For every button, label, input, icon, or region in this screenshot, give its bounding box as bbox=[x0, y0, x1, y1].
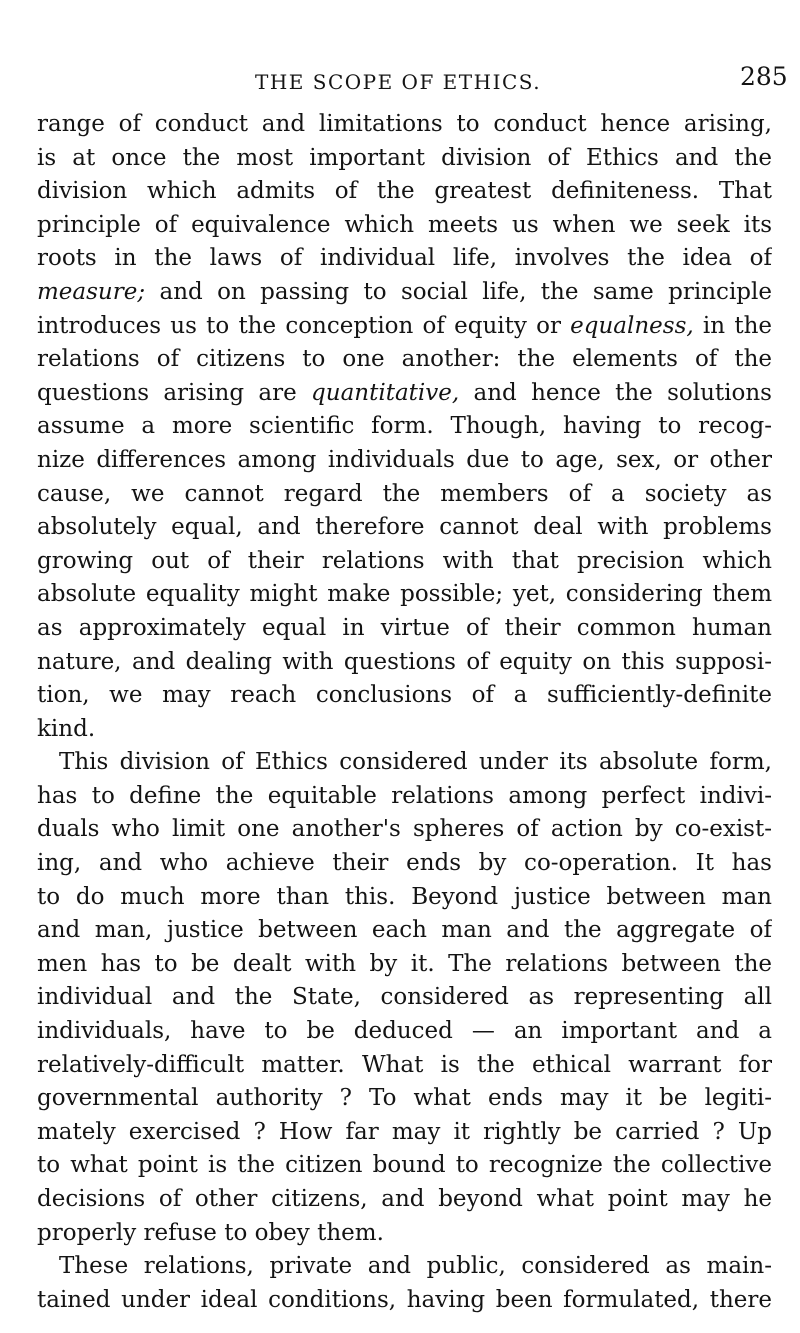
text-line: assume a more scientific form. Though, having to recog- bbox=[37, 413, 772, 440]
page-number: 285 bbox=[740, 62, 788, 91]
italic-text: equalness, bbox=[570, 312, 694, 339]
text-line: kind. bbox=[37, 715, 96, 742]
text-line: decisions of other citizens, and beyond what point may he bbox=[37, 1186, 772, 1212]
text-line: individual and the State, considered as representing all bbox=[37, 984, 772, 1011]
text-line: This division of Ethics considered under its absolute form, bbox=[59, 749, 772, 776]
text-line: tained under ideal conditions, having been formulated, there bbox=[37, 1286, 772, 1313]
text-line: individuals, have to be deduced — an important and a bbox=[37, 1018, 772, 1045]
text-line: ing, and who achieve their ends by co-operation. It has bbox=[37, 850, 772, 877]
text-line: growing out of their relations with that precision which bbox=[37, 547, 772, 574]
text-line: nature, and dealing with questions of equity on this supposi- bbox=[37, 648, 772, 675]
text-line: tion, we may reach conclusions of a sufficiently-definite bbox=[37, 682, 772, 709]
text-line bbox=[37, 377, 772, 411]
text-line: roots in the laws of individual life, involves the idea of bbox=[37, 245, 772, 272]
body-text bbox=[37, 108, 772, 1317]
text-line: men has to be dealt with by it. The relations between the bbox=[37, 950, 772, 977]
text-line: principle of equivalence which meets us when we seek its bbox=[37, 211, 772, 238]
text-line: nize differences among individuals due to age, sex, or other bbox=[37, 446, 772, 473]
text-line: duals who limit one another's spheres of action by co-exist- bbox=[37, 816, 772, 843]
text-segment: and hence the solutions bbox=[459, 379, 772, 406]
text-line: range of conduct and limitations to conduct hence arising, bbox=[37, 111, 772, 137]
text-line bbox=[37, 310, 772, 344]
italic-text: quantitative, bbox=[311, 379, 460, 406]
text-segment: introduces us to the conception of equity or bbox=[37, 312, 571, 339]
text-line: properly refuse to obey them. bbox=[37, 1219, 384, 1246]
text-line: to what point is the citizen bound to recognize the collective bbox=[37, 1152, 772, 1179]
italic-text: measure; bbox=[37, 278, 146, 305]
text-line: relatively-difficult matter. What is the ethical warrant for bbox=[37, 1051, 772, 1078]
text-line: absolutely equal, and therefore cannot deal with problems bbox=[37, 514, 772, 541]
text-line: absolute equality might make possible; yet, considering them bbox=[37, 581, 772, 608]
text-line: as approximately equal in virtue of their common human bbox=[37, 614, 772, 641]
text-line: is at once the most important division of Ethics and the bbox=[37, 144, 772, 171]
running-head: THE SCOPE OF ETHICS. bbox=[255, 70, 542, 94]
text-line: mately exercised ? How far may it rightly be carried ? Up bbox=[37, 1118, 772, 1145]
text-segment: questions arising are bbox=[37, 379, 312, 406]
text-segment: in the bbox=[693, 312, 772, 339]
text-line: to do much more than this. Beyond justice between man bbox=[37, 883, 772, 910]
text-line: and man, justice between each man and the aggregate of bbox=[37, 917, 772, 944]
text-line: has to define the equitable relations among perfect indivi- bbox=[37, 782, 772, 809]
text-line: These relations, private and public, considered as main- bbox=[59, 1253, 772, 1280]
text-segment: and on passing to social life, the same principle bbox=[145, 278, 772, 305]
text-line: cause, we cannot regard the members of a society as bbox=[37, 480, 772, 507]
text-line: governmental authority ? To what ends may it be legiti- bbox=[37, 1085, 772, 1112]
text-line: division which admits of the greatest definiteness. That bbox=[37, 178, 772, 205]
text-line: relations of citizens to one another: the elements of the bbox=[37, 346, 772, 373]
text-line bbox=[37, 276, 772, 310]
